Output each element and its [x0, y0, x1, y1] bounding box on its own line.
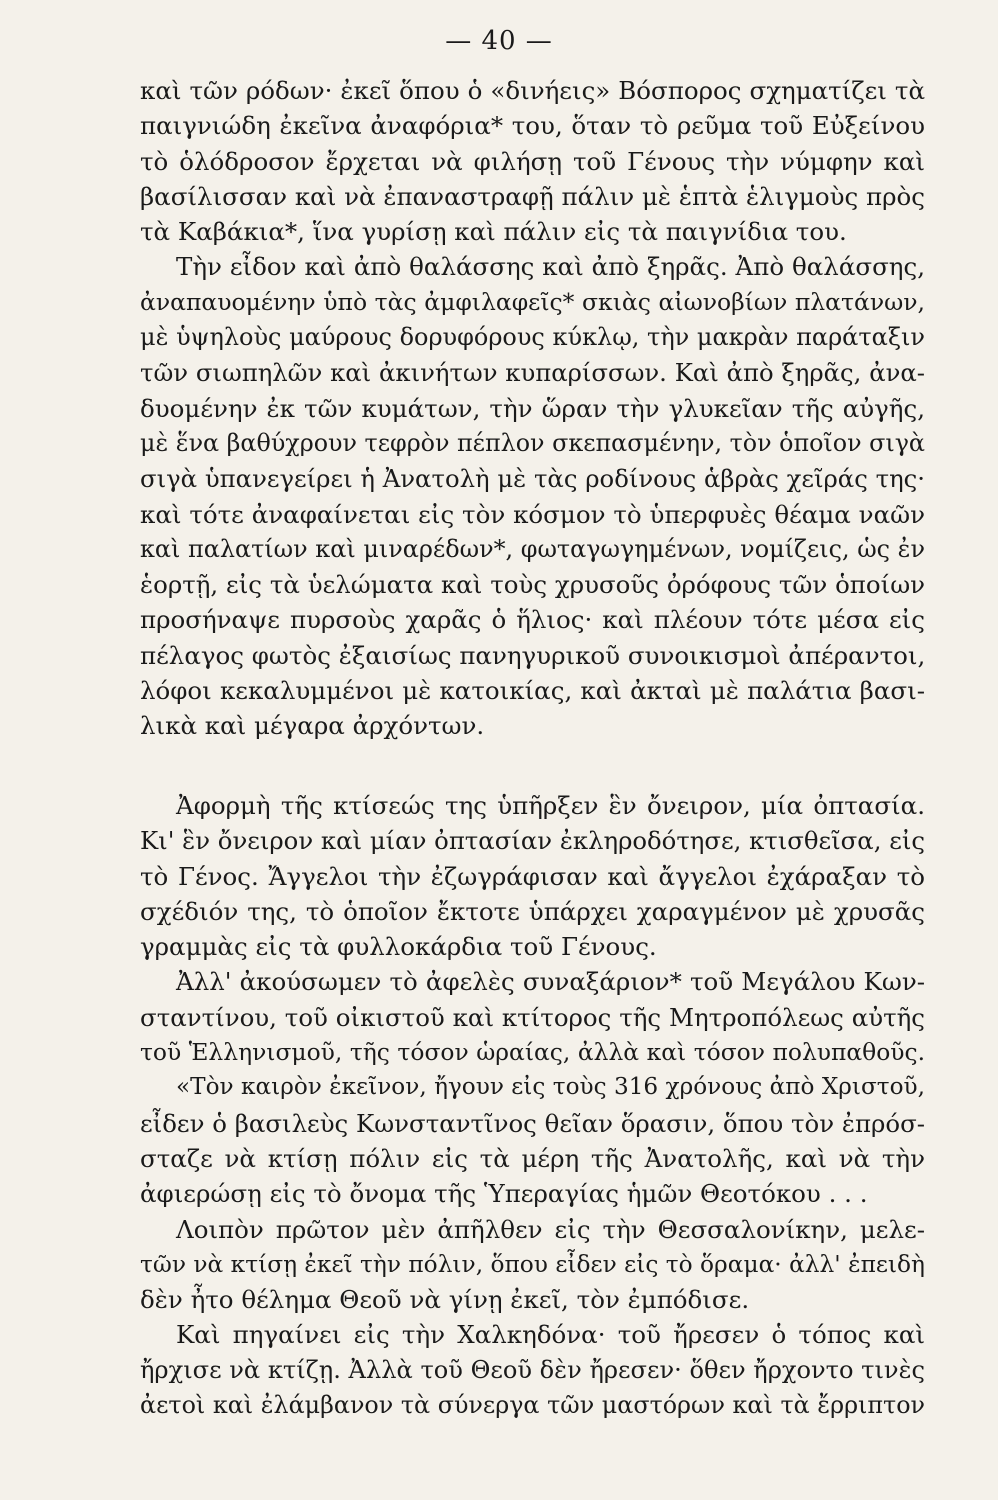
- text-block-top: [140, 73, 925, 744]
- text-line: Ἀλλ' ἀκούσωμεν τὸ ἀφελὲς συναξάριον* τοῦ Μεγάλου Κων-: [176, 967, 925, 997]
- text-line: παιγνιώδη ἐκεῖνα ἀναφόρια* του, ὅταν τὸ ρεῦμα τοῦ Εὐξείνου: [140, 111, 925, 141]
- text-line: «Τὸν καιρὸν ἐκεῖνον, ἤγουν εἰς τοὺς 316 χρόνους ἀπὸ Χριστοῦ,: [176, 1074, 925, 1101]
- text-line: Κι' ἓν ὄνειρον καὶ μίαν ὀπτασίαν ἐκληροδότησε, κτισθεῖσα, εἰς: [140, 826, 925, 856]
- text-line: δυομένην ἐκ τῶν κυμάτων, τὴν ὥραν τὴν γλυκεῖαν τῆς αὐγῆς,: [140, 393, 925, 423]
- paragraph: [140, 1070, 925, 1211]
- text-line: ἑορτῇ, εἰς τὰ ὑελώματα καὶ τοὺς χρυσοῦς ὀρόφους τῶν ὁποίων: [140, 570, 925, 600]
- text-line: Ἀφορμὴ τῆς κτίσεώς της ὑπῆρξεν ἓν ὄνειρον, μία ὀπτασία.: [176, 791, 925, 820]
- paragraph: [140, 964, 925, 1070]
- text-line: καὶ τῶν ρόδων· ἐκεῖ ὅπου ὁ «δινήεις» Βόσπορος σχηματίζει τὰ: [140, 76, 925, 105]
- text-line: σχέδιόν της, τὸ ὁποῖον ἔκτοτε ὑπάρχει χαραγμένον μὲ χρυσᾶς: [140, 896, 925, 926]
- text-line: τῶν σιωπηλῶν καὶ ἀκινήτων κυπαρίσσων. Καὶ ἀπὸ ξηρᾶς, ἀνα-: [140, 358, 925, 388]
- text-line: σιγὰ ὑπανεγείρει ἡ Ἀνατολὴ μὲ τὰς ροδίνους ἁβρὰς χεῖράς της·: [140, 464, 925, 494]
- text-line: καὶ παλατίων καὶ μιναρέδων*, φωταγωγημένων, νομίζεις, ὡς ἐν: [140, 534, 925, 563]
- paragraph: [140, 1212, 925, 1318]
- text-line: τὰ Καβάκια*, ἵνα γυρίσῃ καὶ πάλιν εἰς τὰ παιγνίδια του.: [140, 217, 847, 247]
- text-line: σταζε νὰ κτίσῃ πόλιν εἰς τὰ μέρη τῆς Ἀνατολῆς, καὶ νὰ τὴν: [140, 1143, 925, 1173]
- text-line: γραμμὰς εἰς τὰ φυλλοκάρδια τοῦ Γένους.: [140, 932, 657, 962]
- text-line: λόφοι κεκαλυμμένοι μὲ κατοικίας, καὶ ἀκταὶ μὲ παλάτια βασι-: [140, 676, 925, 706]
- text-line: καὶ τότε ἀναφαίνεται εἰς τὸν κόσμον τὸ ὑπερφυὲς θέαμα ναῶν: [140, 499, 925, 529]
- text-line: τὸ ὁλόδροσον ἔρχεται νὰ φιλήσῃ τοῦ Γένους τὴν νύμφην καὶ: [140, 146, 925, 176]
- text-block-bottom: [140, 788, 925, 1423]
- text-line: βασίλισσαν καὶ νὰ ἐπαναστραφῇ πάλιν μὲ ἑπτὰ ἑλιγμοὺς πρὸς: [140, 181, 925, 211]
- text-line: ἀετοὶ καὶ ἐλάμβανον τὰ σύνεργα τῶν μαστόρων καὶ τὰ ἔρριπτον: [140, 1391, 925, 1420]
- text-line: μὲ ὑψηλοὺς μαύρους δορυφόρους κύκλῳ, τὴν μακρὰν παράταξιν: [140, 323, 925, 352]
- text-line: δὲν ἦτο θέλημα Θεοῦ νὰ γίνῃ ἐκεῖ, τὸν ἐμπόδισε.: [140, 1285, 750, 1315]
- paragraph: [140, 73, 925, 249]
- paragraph: [140, 788, 925, 964]
- text-line: τὸ Γένος. Ἄγγελοι τὴν ἐζωγράφισαν καὶ ἄγγελοι ἐχάραξαν τὸ: [140, 861, 925, 891]
- text-line: Τὴν εἶδον καὶ ἀπὸ θαλάσσης καὶ ἀπὸ ξηρᾶς. Ἀπὸ θαλάσσης,: [176, 252, 925, 282]
- text-line: μὲ ἕνα βαθύχρουν τεφρὸν πέπλον σκεπασμένην, τὸν ὁποῖον σιγὰ: [140, 428, 925, 457]
- text-line: προσήναψε πυρσοὺς χαρᾶς ὁ ἥλιος· καὶ πλέουν τότε μέσα εἰς: [140, 605, 925, 635]
- paragraph: [140, 1317, 925, 1423]
- text-line: πέλαγος φωτὸς ἐξαισίως πανηγυρικοῦ συνοικισμοὶ ἀπέραντοι,: [140, 640, 926, 670]
- paragraph: [140, 249, 925, 743]
- text-line: τῶν νὰ κτίσῃ ἐκεῖ τὴν πόλιν, ὅπου εἶδεν εἰς τὸ ὅραμα· ἀλλ' ἐπειδὴ: [140, 1250, 925, 1278]
- text-line: ἤρχισε νὰ κτίζῃ. Ἀλλὰ τοῦ Θεοῦ δὲν ἤρεσεν· ὅθεν ἤρχοντο τινὲς: [140, 1355, 925, 1384]
- text-line: σταντίνου, τοῦ οἰκιστοῦ καὶ κτίτορος τῆς Μητροπόλεως αὐτῆς: [140, 1002, 925, 1032]
- page-number: — 40 —: [445, 26, 553, 56]
- text-line: ἀφιερώσῃ εἰς τὸ ὄνομα τῆς Ὑπεραγίας ἡμῶν Θεοτόκου . . .: [140, 1179, 868, 1209]
- text-line: εἶδεν ὁ βασιλεὺς Κωνσταντῖνος θεῖαν ὅρασιν, ὅπου τὸν ἐπρόσ-: [140, 1108, 925, 1138]
- text-line: Λοιπὸν πρῶτον μὲν ἀπῆλθεν εἰς τὴν Θεσσαλονίκην, μελε-: [176, 1214, 925, 1244]
- text-line: τοῦ Ἑλληνισμοῦ, τῆς τόσον ὡραίας, ἀλλὰ καὶ τόσον πολυπαθοῦς.: [140, 1038, 925, 1067]
- text-line: Καὶ πηγαίνει εἰς τὴν Χαλκηδόνα· τοῦ ἤρεσεν ὁ τόπος καὶ: [176, 1320, 925, 1350]
- text-line: ἀναπαυομένην ὑπὸ τὰς ἀμφιλαφεῖς* σκιὰς αἰωνοβίων πλατάνων,: [140, 287, 925, 316]
- text-line: λικὰ καὶ μέγαρα ἀρχόντων.: [140, 711, 485, 741]
